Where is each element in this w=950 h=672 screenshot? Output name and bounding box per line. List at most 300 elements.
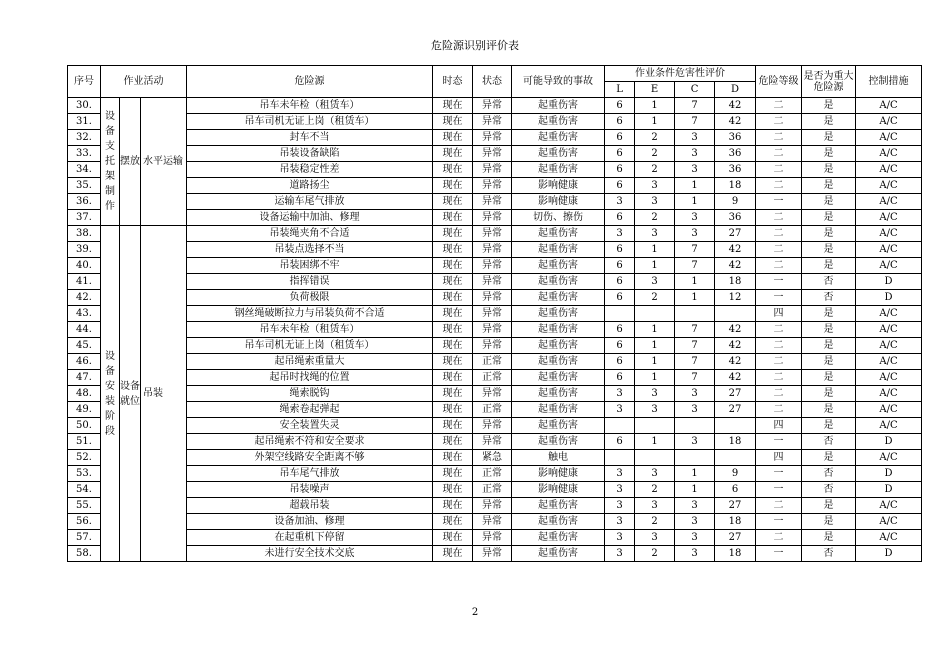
table-row — [68, 418, 922, 434]
c-cell: 7 — [675, 370, 715, 386]
d-cell: 42 — [715, 258, 756, 274]
hazard-cell: 吊车未年检（租赁车） — [187, 322, 433, 338]
c-cell — [675, 306, 715, 322]
d-cell: 42 — [715, 98, 756, 114]
c-cell: 1 — [675, 178, 715, 194]
e-cell: 2 — [635, 162, 675, 178]
tense-cell: 现在 — [433, 354, 473, 370]
control-cell: A/C — [856, 162, 922, 178]
e-cell: 3 — [635, 178, 675, 194]
level-cell: 二 — [756, 498, 802, 514]
c-cell: 1 — [675, 290, 715, 306]
state-cell: 紧急 — [473, 450, 512, 466]
major-cell: 否 — [802, 546, 856, 562]
hazard-cell: 超载吊装 — [187, 498, 433, 514]
state-cell: 异常 — [473, 546, 512, 562]
hazard-cell: 在起重机下停留 — [187, 530, 433, 546]
control-cell: A/C — [856, 146, 922, 162]
l-cell: 6 — [605, 322, 635, 338]
major-cell: 是 — [802, 146, 856, 162]
state-cell: 正常 — [473, 354, 512, 370]
major-cell: 是 — [802, 418, 856, 434]
header-hazard: 危险源 — [187, 66, 433, 98]
l-cell — [605, 306, 635, 322]
e-cell: 2 — [635, 514, 675, 530]
level-cell: 二 — [756, 98, 802, 114]
e-cell: 1 — [635, 322, 675, 338]
table-row — [68, 306, 922, 322]
row-number-cell: 54. — [68, 482, 101, 498]
accident-cell: 起重伤害 — [512, 434, 605, 450]
level-cell: 四 — [756, 306, 802, 322]
d-cell — [715, 450, 756, 466]
l-cell: 3 — [605, 402, 635, 418]
level-cell: 四 — [756, 418, 802, 434]
level-cell: 二 — [756, 258, 802, 274]
c-cell: 3 — [675, 434, 715, 450]
table-row — [68, 178, 922, 194]
l-cell — [605, 450, 635, 466]
e-cell: 2 — [635, 482, 675, 498]
l-cell: 6 — [605, 290, 635, 306]
header-eval-group: 作业条件危害性评价 — [605, 66, 756, 82]
tense-cell: 现在 — [433, 530, 473, 546]
e-cell: 1 — [635, 242, 675, 258]
l-cell: 6 — [605, 98, 635, 114]
control-cell: A/C — [856, 322, 922, 338]
major-cell: 是 — [802, 306, 856, 322]
level-cell: 二 — [756, 242, 802, 258]
c-cell: 3 — [675, 226, 715, 242]
accident-cell: 起重伤害 — [512, 290, 605, 306]
level-cell: 二 — [756, 354, 802, 370]
l-cell: 3 — [605, 466, 635, 482]
d-cell: 42 — [715, 338, 756, 354]
tense-cell: 现在 — [433, 226, 473, 242]
state-cell: 正常 — [473, 482, 512, 498]
accident-cell: 起重伤害 — [512, 338, 605, 354]
major-cell: 是 — [802, 226, 856, 242]
l-cell: 3 — [605, 530, 635, 546]
c-cell: 7 — [675, 98, 715, 114]
hazard-cell: 起吊绳索不符和安全要求 — [187, 434, 433, 450]
row-number-cell: 58. — [68, 546, 101, 562]
level-cell: 二 — [756, 386, 802, 402]
d-cell: 42 — [715, 322, 756, 338]
d-cell: 18 — [715, 514, 756, 530]
state-cell: 异常 — [473, 130, 512, 146]
level-cell: 一 — [756, 290, 802, 306]
accident-cell: 切伤、擦伤 — [512, 210, 605, 226]
row-number-cell: 38. — [68, 226, 101, 242]
d-cell: 27 — [715, 386, 756, 402]
d-cell: 27 — [715, 498, 756, 514]
hazard-cell: 吊车未年检（租赁车） — [187, 98, 433, 114]
tense-cell: 现在 — [433, 450, 473, 466]
state-cell: 异常 — [473, 210, 512, 226]
state-cell: 异常 — [473, 98, 512, 114]
control-cell: D — [856, 546, 922, 562]
table-row — [68, 290, 922, 306]
row-number-cell: 31. — [68, 114, 101, 130]
document-title: 危险源识别评价表 — [431, 39, 519, 52]
accident-cell: 影响健康 — [512, 466, 605, 482]
level-cell: 二 — [756, 162, 802, 178]
c-cell: 7 — [675, 114, 715, 130]
accident-cell: 起重伤害 — [512, 546, 605, 562]
l-cell: 3 — [605, 386, 635, 402]
l-cell: 6 — [605, 178, 635, 194]
hazard-cell: 封车不当 — [187, 130, 433, 146]
tense-cell: 现在 — [433, 162, 473, 178]
hazard-cell: 起吊时找绳的位置 — [187, 370, 433, 386]
d-cell: 18 — [715, 434, 756, 450]
level-cell: 一 — [756, 194, 802, 210]
state-cell: 异常 — [473, 498, 512, 514]
table-row — [68, 370, 922, 386]
d-cell: 6 — [715, 482, 756, 498]
accident-cell: 起重伤害 — [512, 226, 605, 242]
tense-cell: 现在 — [433, 114, 473, 130]
major-cell: 是 — [802, 178, 856, 194]
e-cell — [635, 306, 675, 322]
hazard-cell: 吊装稳定性差 — [187, 162, 433, 178]
state-cell: 异常 — [473, 178, 512, 194]
major-cell: 是 — [802, 98, 856, 114]
e-cell: 2 — [635, 146, 675, 162]
d-cell: 18 — [715, 178, 756, 194]
row-number-cell: 43. — [68, 306, 101, 322]
d-cell: 27 — [715, 226, 756, 242]
major-cell: 是 — [802, 402, 856, 418]
level-cell: 二 — [756, 370, 802, 386]
c-cell: 1 — [675, 274, 715, 290]
major-cell: 是 — [802, 338, 856, 354]
row-number-cell: 53. — [68, 466, 101, 482]
c-cell — [675, 418, 715, 434]
l-cell: 6 — [605, 146, 635, 162]
d-cell: 27 — [715, 402, 756, 418]
control-cell: A/C — [856, 418, 922, 434]
hazard-cell: 吊装设备缺陷 — [187, 146, 433, 162]
level-cell: 四 — [756, 450, 802, 466]
state-cell: 异常 — [473, 306, 512, 322]
c-cell: 7 — [675, 354, 715, 370]
d-cell — [715, 306, 756, 322]
major-cell: 否 — [802, 290, 856, 306]
accident-cell: 起重伤害 — [512, 418, 605, 434]
hazard-cell: 绳索脱钩 — [187, 386, 433, 402]
accident-cell: 起重伤害 — [512, 306, 605, 322]
table-row — [68, 98, 922, 114]
control-cell: A/C — [856, 514, 922, 530]
table-body — [68, 98, 922, 562]
level-cell: 二 — [756, 114, 802, 130]
state-cell: 异常 — [473, 242, 512, 258]
row-number-cell: 50. — [68, 418, 101, 434]
e-cell: 3 — [635, 498, 675, 514]
major-cell: 是 — [802, 242, 856, 258]
hazard-cell: 未进行安全技术交底 — [187, 546, 433, 562]
d-cell: 36 — [715, 162, 756, 178]
e-cell — [635, 450, 675, 466]
l-cell: 6 — [605, 274, 635, 290]
level-cell: 二 — [756, 178, 802, 194]
row-number-cell: 51. — [68, 434, 101, 450]
row-number-cell: 41. — [68, 274, 101, 290]
row-number-cell: 55. — [68, 498, 101, 514]
header-level: 危险等级 — [756, 66, 802, 98]
level-cell: 二 — [756, 530, 802, 546]
tense-cell: 现在 — [433, 514, 473, 530]
hazard-cell: 起吊绳索重量大 — [187, 354, 433, 370]
table-row — [68, 402, 922, 418]
accident-cell: 起重伤害 — [512, 386, 605, 402]
row-number-cell: 44. — [68, 322, 101, 338]
l-cell: 6 — [605, 338, 635, 354]
hazard-cell: 道路扬尘 — [187, 178, 433, 194]
activity-level2-cell: 设备就位 — [120, 226, 141, 562]
activity-level3-cell: 吊装 — [141, 226, 187, 562]
accident-cell: 起重伤害 — [512, 354, 605, 370]
tense-cell: 现在 — [433, 322, 473, 338]
hazard-cell: 吊车司机无证上岗（租赁车） — [187, 338, 433, 354]
control-cell: A/C — [856, 210, 922, 226]
table-row — [68, 466, 922, 482]
d-cell: 36 — [715, 210, 756, 226]
level-cell: 一 — [756, 514, 802, 530]
control-cell: A/C — [856, 402, 922, 418]
e-cell: 2 — [635, 290, 675, 306]
d-cell — [715, 418, 756, 434]
hazard-cell: 绳索卷起弹起 — [187, 402, 433, 418]
header-control: 控制措施 — [856, 66, 922, 98]
header-row-1 — [68, 66, 922, 82]
state-cell: 异常 — [473, 258, 512, 274]
accident-cell: 起重伤害 — [512, 498, 605, 514]
hazard-cell: 吊车尾气排放 — [187, 466, 433, 482]
c-cell: 3 — [675, 498, 715, 514]
tense-cell: 现在 — [433, 130, 473, 146]
row-number-cell: 48. — [68, 386, 101, 402]
d-cell: 12 — [715, 290, 756, 306]
control-cell: A/C — [856, 498, 922, 514]
hazard-cell: 设备运输中加油、修理 — [187, 210, 433, 226]
table-row — [68, 242, 922, 258]
major-cell: 是 — [802, 354, 856, 370]
header-activity: 作业活动 — [101, 66, 187, 98]
table-row — [68, 354, 922, 370]
state-cell: 正常 — [473, 370, 512, 386]
d-cell: 42 — [715, 242, 756, 258]
table-row — [68, 546, 922, 562]
major-cell: 是 — [802, 514, 856, 530]
major-cell: 是 — [802, 322, 856, 338]
accident-cell: 起重伤害 — [512, 274, 605, 290]
e-cell: 3 — [635, 226, 675, 242]
d-cell: 36 — [715, 146, 756, 162]
l-cell: 6 — [605, 130, 635, 146]
control-cell: D — [856, 274, 922, 290]
control-cell: A/C — [856, 98, 922, 114]
major-cell: 是 — [802, 530, 856, 546]
c-cell: 3 — [675, 530, 715, 546]
d-cell: 42 — [715, 114, 756, 130]
control-cell: A/C — [856, 306, 922, 322]
control-cell: A/C — [856, 354, 922, 370]
e-cell: 3 — [635, 386, 675, 402]
c-cell: 7 — [675, 338, 715, 354]
level-cell: 二 — [756, 322, 802, 338]
row-number-cell: 42. — [68, 290, 101, 306]
row-number-cell: 32. — [68, 130, 101, 146]
row-number-cell: 45. — [68, 338, 101, 354]
accident-cell: 影响健康 — [512, 194, 605, 210]
accident-cell: 起重伤害 — [512, 514, 605, 530]
tense-cell: 现在 — [433, 194, 473, 210]
tense-cell: 现在 — [433, 370, 473, 386]
hazard-cell: 外架空线路安全距离不够 — [187, 450, 433, 466]
l-cell: 3 — [605, 226, 635, 242]
header-C: C — [675, 82, 715, 98]
control-cell: A/C — [856, 530, 922, 546]
l-cell: 6 — [605, 354, 635, 370]
e-cell: 1 — [635, 370, 675, 386]
state-cell: 异常 — [473, 194, 512, 210]
accident-cell: 起重伤害 — [512, 402, 605, 418]
d-cell: 9 — [715, 194, 756, 210]
tense-cell: 现在 — [433, 402, 473, 418]
accident-cell: 起重伤害 — [512, 114, 605, 130]
level-cell: 二 — [756, 338, 802, 354]
e-cell — [635, 418, 675, 434]
table-row — [68, 210, 922, 226]
e-cell: 3 — [635, 274, 675, 290]
major-cell: 是 — [802, 162, 856, 178]
l-cell: 6 — [605, 434, 635, 450]
c-cell: 3 — [675, 402, 715, 418]
hazard-cell: 安全装置失灵 — [187, 418, 433, 434]
tense-cell: 现在 — [433, 434, 473, 450]
e-cell: 3 — [635, 402, 675, 418]
tense-cell: 现在 — [433, 242, 473, 258]
l-cell: 3 — [605, 514, 635, 530]
hazard-cell: 吊装点选择不当 — [187, 242, 433, 258]
tense-cell: 现在 — [433, 466, 473, 482]
major-cell: 是 — [802, 194, 856, 210]
tense-cell: 现在 — [433, 306, 473, 322]
l-cell: 6 — [605, 114, 635, 130]
control-cell: A/C — [856, 258, 922, 274]
state-cell: 异常 — [473, 226, 512, 242]
table-row — [68, 274, 922, 290]
d-cell: 42 — [715, 370, 756, 386]
control-cell: D — [856, 434, 922, 450]
c-cell: 3 — [675, 386, 715, 402]
header-state: 状态 — [473, 66, 512, 98]
control-cell: A/C — [856, 114, 922, 130]
l-cell: 6 — [605, 162, 635, 178]
table-row — [68, 130, 922, 146]
major-cell: 是 — [802, 114, 856, 130]
major-cell: 否 — [802, 434, 856, 450]
row-number-cell: 52. — [68, 450, 101, 466]
c-cell: 3 — [675, 162, 715, 178]
level-cell: 二 — [756, 226, 802, 242]
hazard-cell: 吊装困绑不牢 — [187, 258, 433, 274]
table-row — [68, 450, 922, 466]
e-cell: 1 — [635, 258, 675, 274]
major-cell: 是 — [802, 386, 856, 402]
c-cell: 3 — [675, 514, 715, 530]
level-cell: 二 — [756, 210, 802, 226]
row-number-cell: 35. — [68, 178, 101, 194]
level-cell: 一 — [756, 466, 802, 482]
tense-cell: 现在 — [433, 418, 473, 434]
row-number-cell: 57. — [68, 530, 101, 546]
row-number-cell: 40. — [68, 258, 101, 274]
state-cell: 异常 — [473, 322, 512, 338]
state-cell: 正常 — [473, 466, 512, 482]
table-row — [68, 114, 922, 130]
l-cell: 6 — [605, 370, 635, 386]
hazard-cell: 吊装噪声 — [187, 482, 433, 498]
e-cell: 2 — [635, 130, 675, 146]
l-cell: 3 — [605, 546, 635, 562]
level-cell: 二 — [756, 130, 802, 146]
major-cell: 否 — [802, 274, 856, 290]
table-row — [68, 434, 922, 450]
control-cell: A/C — [856, 242, 922, 258]
row-number-cell: 39. — [68, 242, 101, 258]
activity-level3-cell: 水平运输 — [141, 98, 187, 226]
major-cell: 是 — [802, 450, 856, 466]
e-cell: 1 — [635, 434, 675, 450]
l-cell: 3 — [605, 482, 635, 498]
d-cell: 18 — [715, 546, 756, 562]
table-row — [68, 530, 922, 546]
table-row — [68, 482, 922, 498]
c-cell: 1 — [675, 482, 715, 498]
state-cell: 异常 — [473, 386, 512, 402]
table-row — [68, 194, 922, 210]
table-row — [68, 258, 922, 274]
header-accident: 可能导致的事故 — [512, 66, 605, 98]
c-cell: 3 — [675, 146, 715, 162]
c-cell: 7 — [675, 322, 715, 338]
control-cell: D — [856, 466, 922, 482]
control-cell: D — [856, 482, 922, 498]
tense-cell: 现在 — [433, 274, 473, 290]
row-number-cell: 46. — [68, 354, 101, 370]
tense-cell: 现在 — [433, 98, 473, 114]
c-cell: 1 — [675, 194, 715, 210]
hazard-cell: 吊车司机无证上岗（租赁车） — [187, 114, 433, 130]
tense-cell: 现在 — [433, 338, 473, 354]
state-cell: 异常 — [473, 290, 512, 306]
state-cell: 异常 — [473, 418, 512, 434]
e-cell: 3 — [635, 194, 675, 210]
control-cell: A/C — [856, 130, 922, 146]
c-cell: 3 — [675, 130, 715, 146]
table-row — [68, 146, 922, 162]
accident-cell: 起重伤害 — [512, 242, 605, 258]
state-cell: 异常 — [473, 514, 512, 530]
accident-cell: 影响健康 — [512, 178, 605, 194]
table-row — [68, 226, 922, 242]
major-cell: 是 — [802, 258, 856, 274]
tense-cell: 现在 — [433, 146, 473, 162]
